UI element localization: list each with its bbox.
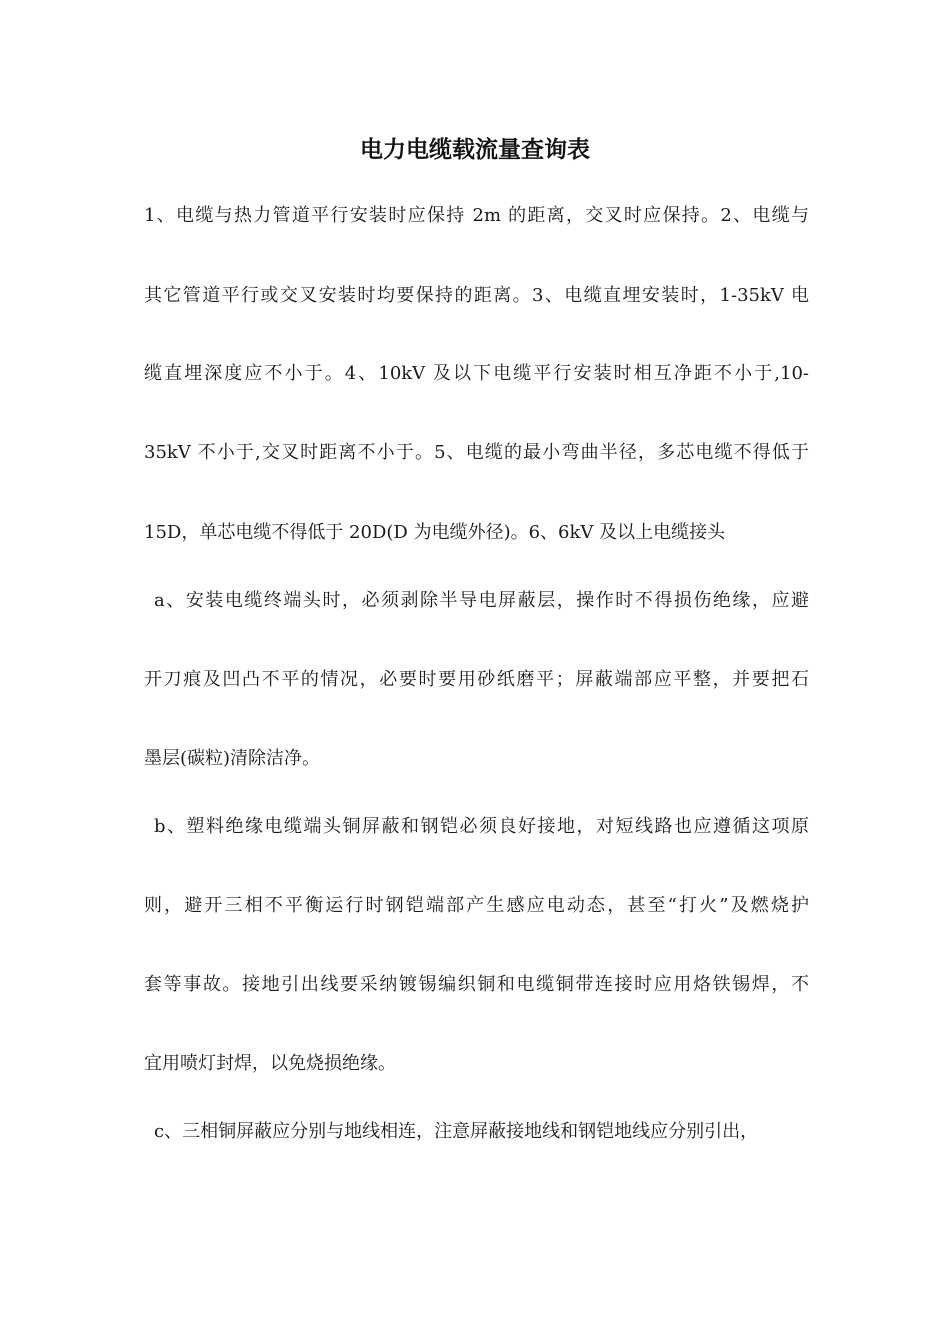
- body-line: 其它管道平行或交叉安装时均要保持的距离。3、电缆直埋安装时，1-35kV 电: [144, 285, 809, 306]
- body-line: b、塑料绝缘电缆端头铜屏蔽和钢铠必须良好接地，对短线路也应遵循这项原: [154, 816, 809, 837]
- body-line: 则，避开三相不平衡运行时钢铠端部产生感应电动态，甚至“打火”及燃烧护: [144, 895, 809, 916]
- body-line: 缆直埋深度应不小于。4、10kV 及以下电缆平行安装时相互净距不小于,10-: [144, 363, 809, 384]
- body-line: c、三相铜屏蔽应分别与地线相连，注意屏蔽接地线和钢铠地线应分别引出，: [154, 1121, 759, 1142]
- document-title: 电力电缆载流量查询表: [360, 137, 590, 163]
- body-line: 宜用喷灯封焊，以免烧损绝缘。: [144, 1053, 396, 1074]
- body-line: a、安装电缆终端头时，必须剥除半导电屏蔽层，操作时不得损伤绝缘，应避: [154, 590, 809, 611]
- body-line: 35kV 不小于,交叉时距离不小于。5、电缆的最小弯曲半径，多芯电缆不得低于: [144, 442, 809, 463]
- body-line: 套等事故。接地引出线要采纳镀锡编织铜和电缆铜带连接时应用烙铁锡焊，不: [144, 974, 809, 995]
- body-line: 15D，单芯电缆不得低于 20D(D 为电缆外径)。6、6kV 及以上电缆接头: [144, 522, 726, 543]
- body-line: 开刀痕及凹凸不平的情况，必要时要用砂纸磨平；屏蔽端部应平整，并要把石: [144, 669, 809, 690]
- body-line: 墨层(碳粒)清除洁净。: [144, 748, 321, 769]
- body-line: 1、电缆与热力管道平行安装时应保持 2m 的距离，交叉时应保持。2、电缆与: [144, 205, 809, 226]
